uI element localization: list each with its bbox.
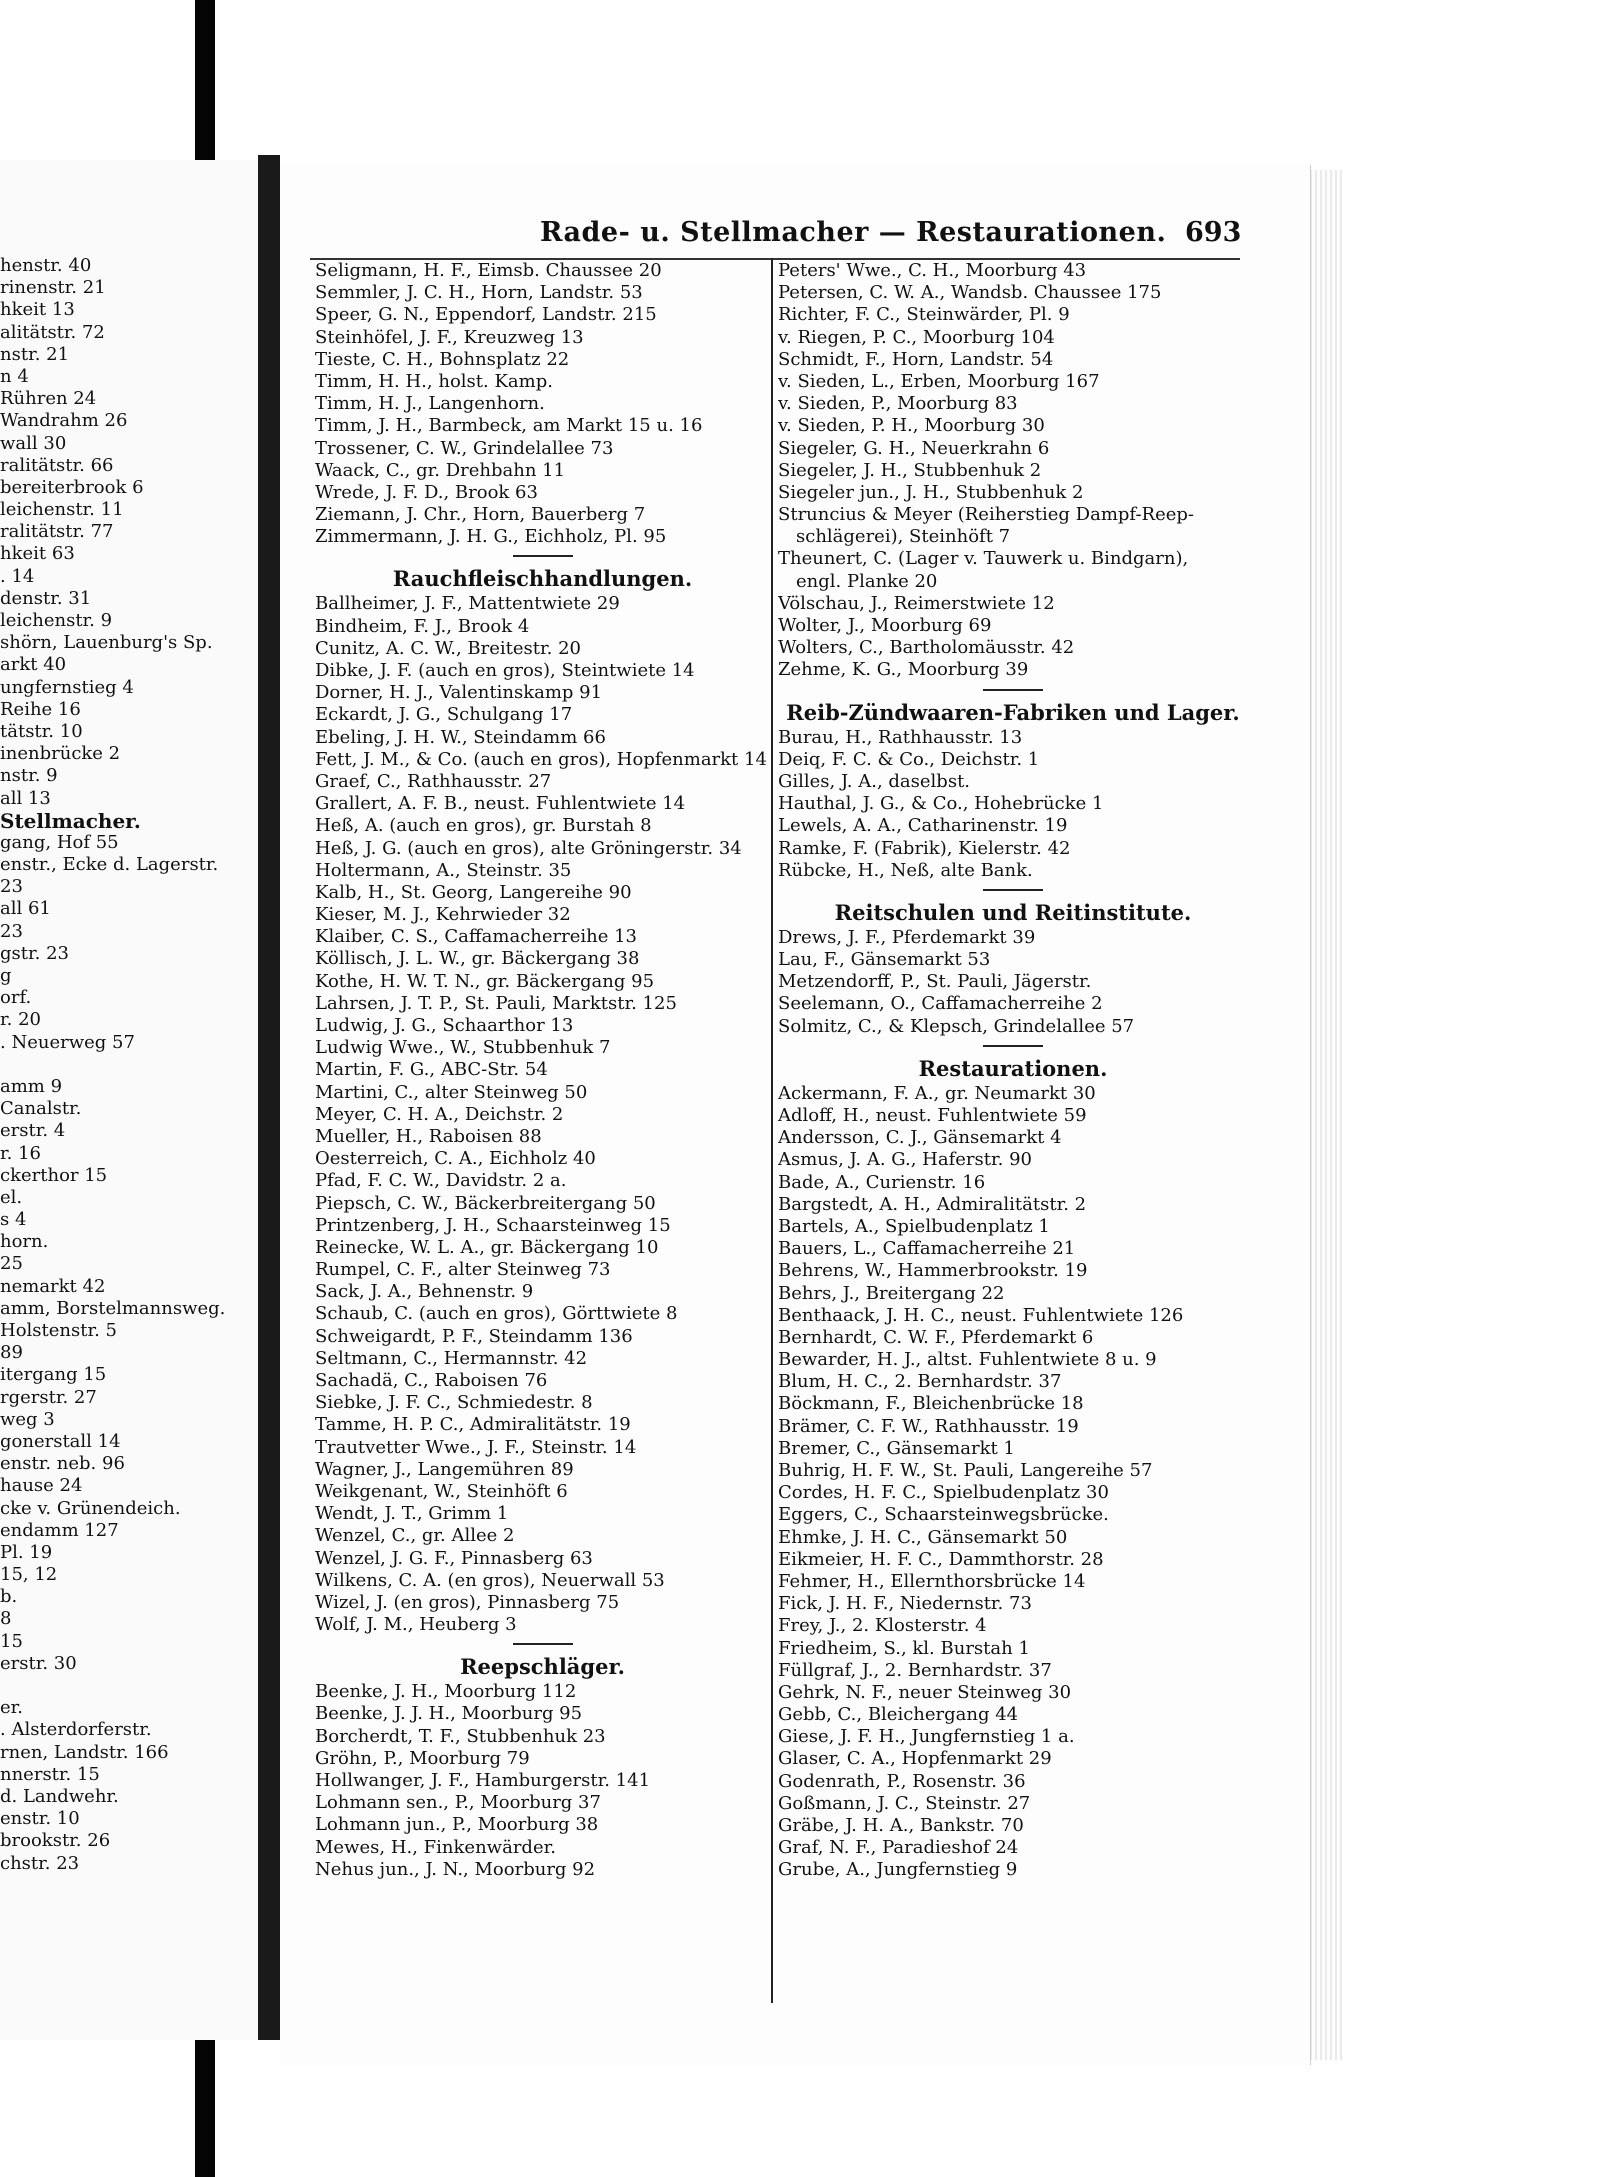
section-heading-reibzuendwaaren: Reib-Zündwaaren-Fabriken und Lager. [786, 699, 1240, 725]
directory-entry: Theunert, C. (Lager v. Tauwerk u. Bindgarn), [778, 548, 1189, 570]
directory-entry: Martini, C., alter Steinweg 50 [315, 1081, 588, 1103]
directory-entry: Graf, N. F., Paradieshof 24 [778, 1837, 1019, 1859]
directory-entry: Ramke, F. (Fabrik), Kielerstr. 42 [778, 837, 1071, 859]
left-page-line: hause 24 [0, 1475, 83, 1497]
directory-entry: Eggers, C., Schaarsteinwegsbrücke. [778, 1504, 1109, 1526]
directory-entry: Dibke, J. F. (auch en gros), Steintwiete 14 [315, 660, 695, 681]
directory-entry: Füllgraf, J., 2. Bernhardstr. 37 [778, 1659, 1052, 1681]
left-page-line [0, 1675, 250, 1697]
directory-entry: Fehmer, H., Ellernthorsbrücke 14 [778, 1570, 1086, 1592]
section-separator [513, 555, 573, 557]
left-page-line: 89 [0, 1342, 23, 1364]
directory-entry: Borcherdt, T. F., Stubbenhuk 23 [315, 1725, 606, 1747]
left-page-line: itergang 15 [0, 1364, 107, 1386]
directory-entry: Hauthal, J. G., & Co., Hohebrücke 1 [778, 793, 1104, 815]
entries-rade-stellmacher [315, 260, 770, 548]
directory-entry: Solmitz, C., & Klepsch, Grindelallee 57 [778, 1015, 1135, 1037]
section-heading-reitschulen: Reitschulen und Reitinstitute. [834, 899, 1192, 925]
directory-entry: Kieser, M. J., Kehrwieder 32 [315, 904, 571, 926]
left-page-line: amm 9 [0, 1075, 63, 1097]
running-head: Rade- u. Stellmacher — Restaurationen. [540, 217, 1167, 248]
entries-reepschlaeger-left [315, 1681, 770, 1881]
directory-entry: Seelemann, O., Caffamacherreihe 2 [778, 993, 1103, 1015]
left-page-line: Canalstr. [0, 1098, 82, 1120]
directory-entry: Lewels, A. A., Catharinenstr. 19 [778, 815, 1068, 837]
left-page-line: denstr. 31 [0, 587, 92, 609]
directory-entry: Friedheim, S., kl. Burstah 1 [778, 1637, 1030, 1659]
left-page-line: enstr. 10 [0, 1808, 80, 1830]
directory-entry: Behrens, W., Hammerbrookstr. 19 [778, 1260, 1088, 1282]
directory-entry: Bauers, L., Caffamacherreihe 21 [778, 1238, 1076, 1260]
left-page-line: gang, Hof 55 [0, 831, 119, 853]
left-page-line: 23 [0, 876, 23, 898]
left-page-line: 8 [0, 1608, 12, 1630]
directory-entry: Behrs, J., Breitergang 22 [778, 1282, 1005, 1304]
directory-entry: Dorner, H. J., Valentinskamp 91 [315, 682, 603, 704]
directory-entry: Frey, J., 2. Klosterstr. 4 [778, 1615, 987, 1637]
left-page-line: 23 [0, 920, 23, 942]
left-page-line: . Alsterdorferstr. [0, 1719, 152, 1741]
left-page-line: ungfernstieg 4 [0, 676, 134, 698]
left-page-line: gstr. 23 [0, 942, 69, 964]
left-page-line: n 4 [0, 365, 29, 387]
left-page-line: 25 [0, 1253, 23, 1275]
directory-entry: Blum, H. C., 2. Bernhardstr. 37 [778, 1371, 1062, 1393]
directory-entry: Bremer, C., Gänsemarkt 1 [778, 1437, 1015, 1459]
directory-entry: schlägerei), Steinhöft 7 [796, 526, 1011, 548]
directory-entry: Trossener, C. W., Grindelallee 73 [315, 437, 614, 459]
section-separator [513, 1643, 573, 1645]
directory-entry: Wilkens, C. A. (en gros), Neuerwall 53 [315, 1569, 665, 1591]
directory-entry: Lohmann jun., P., Moorburg 38 [315, 1814, 599, 1836]
directory-entry: Semmler, J. C. H., Horn, Landstr. 53 [315, 282, 643, 304]
directory-entry: Wolter, J., Moorburg 69 [778, 615, 992, 636]
directory-entry: Seltmann, C., Hermannstr. 42 [315, 1347, 588, 1369]
left-page-line: nstr. 21 [0, 343, 70, 365]
directory-entry: Adloff, H., neust. Fuhlentwiete 59 [778, 1105, 1087, 1126]
left-page-line: Stellmacher. [0, 809, 141, 832]
section-heading-reepschlaeger: Reepschläger. [460, 1654, 625, 1680]
directory-entry: Siegeler jun., J. H., Stubbenhuk 2 [778, 481, 1084, 503]
entries-reepschlaeger-right [778, 260, 1248, 682]
directory-entry: Burau, H., Rathhausstr. 13 [778, 726, 1023, 748]
directory-entry: Godenrath, P., Rosenstr. 36 [778, 1770, 1026, 1792]
directory-entry: Steinhöfel, J. F., Kreuzweg 13 [315, 326, 584, 348]
directory-entry: Tamme, H. P. C., Admiralitätstr. 19 [315, 1414, 631, 1436]
directory-entry: Wenzel, J. G. F., Pinnasberg 63 [315, 1547, 593, 1569]
directory-entry: Timm, J. H., Barmbeck, am Markt 15 u. 16 [315, 415, 703, 437]
directory-entry: v. Sieden, P., Moorburg 83 [778, 393, 1018, 415]
directory-entry: Reinecke, W. L. A., gr. Bäckergang 10 [315, 1236, 659, 1258]
left-page-line: all 13 [0, 787, 51, 809]
left-page-line: horn. [0, 1231, 49, 1253]
left-page-fragment [0, 160, 262, 2040]
directory-entry: Lahrsen, J. T. P., St. Pauli, Marktstr. 125 [315, 992, 677, 1014]
directory-entry: Klaiber, C. S., Caffamacherreihe 13 [315, 926, 638, 948]
directory-entry: Struncius & Meyer (Reiherstieg Dampf-Reep- [778, 504, 1194, 526]
directory-entry: Heß, A. (auch en gros), gr. Burstah 8 [315, 815, 652, 837]
directory-entry: Rübcke, H., Neß, alte Bank. [778, 859, 1033, 881]
left-page-line: bereiterbrook 6 [0, 476, 144, 498]
entries-reitschulen [778, 927, 1248, 1038]
directory-entry: Kalb, H., St. Georg, Langereihe 90 [315, 881, 632, 903]
directory-entry: Gehrk, N. F., neuer Steinweg 30 [778, 1681, 1072, 1703]
directory-entry: Ballheimer, J. F., Mattentwiete 29 [315, 593, 620, 615]
directory-entry: Martin, F. G., ABC-Str. 54 [315, 1059, 548, 1081]
directory-entry: Timm, H. J., Langenhorn. [315, 393, 545, 415]
left-page-line: 15, 12 [0, 1564, 58, 1586]
left-page-line: alitätstr. 72 [0, 321, 105, 343]
left-page-line: erstr. 30 [0, 1652, 77, 1674]
left-page-line: g [0, 965, 12, 986]
left-page-line: arkt 40 [0, 654, 67, 676]
directory-entry: Zehme, K. G., Moorburg 39 [778, 659, 1029, 681]
directory-entry: Mueller, H., Raboisen 88 [315, 1125, 542, 1147]
directory-entry: Bewarder, H. J., altst. Fuhlentwiete 8 u. 9 [778, 1349, 1157, 1371]
left-page-line: Pl. 19 [0, 1541, 53, 1563]
directory-entry: Graef, C., Rathhausstr. 27 [315, 770, 552, 792]
left-page-line: henstr. 40 [0, 255, 92, 276]
directory-entry: Printzenberg, J. H., Schaarsteinweg 15 [315, 1214, 671, 1236]
left-page-line: b. [0, 1586, 18, 1608]
left-page-line: chstr. 23 [0, 1852, 80, 1874]
left-page-line: er. [0, 1697, 24, 1719]
directory-entry: Weikgenant, W., Steinhöft 6 [315, 1480, 568, 1502]
left-page-line: ckerthor 15 [0, 1164, 108, 1186]
left-page-line: wall 30 [0, 432, 67, 454]
directory-entry: Eckardt, J. G., Schulgang 17 [315, 704, 573, 726]
directory-entry: Waack, C., gr. Drehbahn 11 [315, 459, 566, 481]
directory-entry: Cunitz, A. C. W., Breitestr. 20 [315, 637, 581, 659]
directory-page [280, 165, 1311, 2065]
left-page-line: hkeit 13 [0, 299, 75, 321]
directory-entry: Bade, A., Curienstr. 16 [778, 1171, 986, 1193]
directory-entry: Timm, H. H., holst. Kamp. [315, 370, 553, 392]
directory-entry: Speer, G. N., Eppendorf, Landstr. 215 [315, 304, 657, 326]
directory-entry: Fick, J. H. F., Niedernstr. 73 [778, 1593, 1032, 1615]
directory-entry: Richter, F. C., Steinwärder, Pl. 9 [778, 304, 1070, 326]
directory-entry: Nehus jun., J. N., Moorburg 92 [315, 1858, 596, 1880]
column-rule [771, 258, 773, 2003]
directory-entry: Zimmermann, J. H. G., Eichholz, Pl. 95 [315, 526, 667, 548]
directory-entry: Sack, J. A., Behnenstr. 9 [315, 1281, 534, 1303]
directory-entry: Fett, J. M., & Co. (auch en gros), Hopfenmarkt 14 [315, 748, 767, 770]
left-page-line: nemarkt 42 [0, 1275, 106, 1297]
directory-entry: Peters' Wwe., C. H., Moorburg 43 [778, 260, 1087, 281]
directory-entry: Andersson, C. J., Gänsemarkt 4 [778, 1127, 1062, 1149]
directory-entry: Gebb, C., Bleichergang 44 [778, 1704, 1019, 1726]
directory-entry: Grallert, A. F. B., neust. Fuhlentwiete 14 [315, 793, 686, 815]
directory-entry: v. Riegen, P. C., Moorburg 104 [778, 326, 1055, 348]
directory-entry: Schmidt, F., Horn, Landstr. 54 [778, 348, 1054, 370]
directory-entry: Beenke, J. J. H., Moorburg 95 [315, 1703, 583, 1725]
directory-entry: Goßmann, J. C., Steinstr. 27 [778, 1792, 1031, 1814]
directory-entry: Beenke, J. H., Moorburg 112 [315, 1681, 577, 1703]
directory-entry: Wendt, J. T., Grimm 1 [315, 1503, 509, 1525]
directory-entry: Gräbe, J. H. A., Bankstr. 70 [778, 1815, 1024, 1836]
directory-entry: Wenzel, C., gr. Allee 2 [315, 1525, 515, 1547]
directory-entry: Ebeling, J. H. W., Steindamm 66 [315, 726, 606, 748]
directory-entry: Piepsch, C. W., Bäckerbreitergang 50 [315, 1192, 656, 1214]
directory-entry: Gilles, J. A., daselbst. [778, 770, 971, 792]
left-page-line: erstr. 4 [0, 1120, 66, 1142]
left-page-line: brookstr. 26 [0, 1830, 111, 1852]
directory-entry: v. Sieden, P. H., Moorburg 30 [778, 415, 1045, 437]
directory-entry: Oesterreich, C. A., Eichholz 40 [315, 1148, 596, 1170]
directory-entry: Eikmeier, H. F. C., Dammthorstr. 28 [778, 1548, 1104, 1570]
entries-rauchfleisch [315, 593, 770, 1636]
entries-reibzuendwaaren [778, 727, 1248, 882]
left-page-line: . 14 [0, 565, 35, 587]
left-page-line: Holstenstr. 5 [0, 1320, 117, 1341]
left-page-line: r. 20 [0, 1009, 41, 1031]
directory-entry: engl. Planke 20 [796, 570, 938, 592]
left-page-line: weg 3 [0, 1408, 55, 1430]
directory-entry: Glaser, C. A., Hopfenmarkt 29 [778, 1748, 1052, 1770]
directory-entry: Siebke, J. F. C., Schmiedestr. 8 [315, 1392, 593, 1414]
left-page-line: nstr. 9 [0, 765, 58, 787]
directory-entry: Giese, J. F. H., Jungfernstieg 1 a. [778, 1726, 1075, 1748]
directory-entry: Mewes, H., Finkenwärder. [315, 1836, 556, 1858]
left-page-line: ralitätstr. 77 [0, 521, 114, 543]
directory-entry: Ziemann, J. Chr., Horn, Bauerberg 7 [315, 504, 646, 526]
left-page-line: orf. [0, 987, 32, 1009]
right-column [778, 260, 1248, 1882]
section-heading-restaurationen: Restaurationen. [918, 1055, 1108, 1081]
left-page-line: rinenstr. 21 [0, 277, 106, 299]
section-separator [983, 1045, 1043, 1047]
directory-entry: v. Sieden, L., Erben, Moorburg 167 [778, 370, 1100, 392]
left-page-line: . Neuerweg 57 [0, 1031, 135, 1053]
directory-entry: Pfad, F. C. W., Davidstr. 2 a. [315, 1170, 567, 1192]
left-page-line: s 4 [0, 1209, 27, 1231]
left-page-line: d. Landwehr. [0, 1785, 119, 1807]
directory-entry: Völschau, J., Reimerstwiete 12 [778, 592, 1055, 614]
directory-entry: Kothe, H. W. T. N., gr. Bäckergang 95 [315, 970, 655, 992]
directory-entry: Lau, F., Gänsemarkt 53 [778, 949, 991, 971]
left-page-line: cke v. Grünendeich. [0, 1497, 181, 1519]
left-page-line: inenbrücke 2 [0, 743, 121, 765]
directory-entry: Asmus, J. A. G., Haferstr. 90 [778, 1149, 1032, 1171]
left-page-line: rgerstr. 27 [0, 1386, 97, 1408]
left-page-line: leichenstr. 9 [0, 610, 113, 631]
directory-entry: Holtermann, A., Steinstr. 35 [315, 859, 572, 881]
left-page-line: 15 [0, 1630, 23, 1652]
directory-entry: Heß, J. G. (auch en gros), alte Gröningerstr. 34 [315, 837, 742, 859]
directory-entry: Wizel, J. (en gros), Pinnasberg 75 [315, 1591, 620, 1613]
book-gutter [258, 155, 280, 2040]
left-page-line: rnen, Landstr. 166 [0, 1741, 169, 1763]
left-page-line: Reihe 16 [0, 698, 81, 720]
directory-entry: Siegeler, G. H., Neuerkrahn 6 [778, 437, 1050, 459]
left-page-line: nnerstr. 15 [0, 1763, 100, 1785]
directory-entry: Wolters, C., Bartholomäusstr. 42 [778, 637, 1075, 659]
directory-entry: Bartels, A., Spielbudenplatz 1 [778, 1215, 1050, 1237]
directory-entry: Köllisch, J. L. W., gr. Bäckergang 38 [315, 948, 640, 970]
left-page-line: leichenstr. 11 [0, 499, 124, 521]
directory-entry: Schaub, C. (auch en gros), Görttwiete 8 [315, 1303, 678, 1325]
directory-entry: Wagner, J., Langemühren 89 [315, 1458, 574, 1480]
directory-entry: Cordes, H. F. C., Spielbudenplatz 30 [778, 1482, 1109, 1504]
directory-entry: Wolf, J. M., Heuberg 3 [315, 1614, 517, 1636]
directory-entry: Ackermann, F. A., gr. Neumarkt 30 [778, 1082, 1096, 1104]
section-separator [983, 689, 1043, 691]
directory-entry: Buhrig, H. F. W., St. Pauli, Langereihe 57 [778, 1460, 1153, 1481]
directory-entry: Tieste, C. H., Bohnsplatz 22 [315, 348, 570, 370]
left-page-line: Rühren 24 [0, 388, 97, 410]
directory-entry: Petersen, C. W. A., Wandsb. Chaussee 175 [778, 282, 1162, 304]
directory-entry: Wrede, J. F. D., Brook 63 [315, 481, 538, 503]
left-page-line: hkeit 63 [0, 543, 75, 565]
directory-entry: Brämer, C. F. W., Rathhausstr. 19 [778, 1415, 1079, 1437]
left-page-column [0, 255, 250, 1875]
directory-entry: Trautvetter Wwe., J. F., Steinstr. 14 [315, 1436, 637, 1458]
directory-entry: Gröhn, P., Moorburg 79 [315, 1747, 530, 1769]
directory-entry: Sachadä, C., Raboisen 76 [315, 1370, 548, 1391]
left-page-line: endamm 127 [0, 1519, 119, 1541]
left-page-line: shörn, Lauenburg's Sp. [0, 632, 213, 654]
page-number: 693 [1185, 217, 1242, 248]
directory-entry: Bargstedt, A. H., Admiralitätstr. 2 [778, 1193, 1087, 1215]
directory-entry: Ludwig Wwe., W., Stubbenhuk 7 [315, 1037, 611, 1059]
directory-entry: Metzendorff, P., St. Pauli, Jägerstr. [778, 971, 1092, 993]
left-page-line: gonerstall 14 [0, 1430, 121, 1452]
directory-entry: Hollwanger, J. F., Hamburgerstr. 141 [315, 1770, 651, 1791]
top-margin [0, 0, 1600, 150]
directory-entry: Böckmann, F., Bleichenbrücke 18 [778, 1393, 1084, 1415]
left-page-line: amm, Borstelmannsweg. [0, 1297, 226, 1319]
left-page-line: el. [0, 1186, 23, 1208]
left-page-line: all 61 [0, 898, 51, 920]
directory-entry: Deiq, F. C. & Co., Deichstr. 1 [778, 748, 1040, 770]
section-heading-rauchfleisch: Rauchfleischhandlungen. [392, 566, 693, 592]
left-page-line: enstr., Ecke d. Lagerstr. [0, 854, 219, 876]
left-page-line: tätstr. 10 [0, 720, 83, 742]
left-page-line [0, 1054, 250, 1076]
directory-entry: Lohmann sen., P., Moorburg 37 [315, 1792, 601, 1814]
directory-entry: Ehmke, J. H. C., Gänsemarkt 50 [778, 1526, 1068, 1548]
directory-entry: Seligmann, H. F., Eimsb. Chaussee 20 [315, 260, 662, 281]
directory-entry: Ludwig, J. G., Schaarthor 13 [315, 1015, 574, 1036]
left-page-line: Wandrahm 26 [0, 410, 128, 432]
directory-entry: Drews, J. F., Pferdemarkt 39 [778, 926, 1036, 948]
left-page-line: r. 16 [0, 1142, 41, 1164]
directory-entry: Siegeler, J. H., Stubbenhuk 2 [778, 459, 1042, 481]
directory-entry: Schweigardt, P. F., Steindamm 136 [315, 1325, 633, 1347]
directory-entry: Benthaack, J. H. C., neust. Fuhlentwiete 126 [778, 1304, 1184, 1326]
directory-entry: Meyer, C. H. A., Deichstr. 2 [315, 1103, 564, 1125]
directory-entry: Rumpel, C. F., alter Steinweg 73 [315, 1259, 611, 1281]
directory-entry: Bindheim, F. J., Brook 4 [315, 615, 530, 637]
directory-entry: Grube, A., Jungfernstieg 9 [778, 1859, 1018, 1881]
directory-entry: Bernhardt, C. W. F., Pferdemarkt 6 [778, 1326, 1094, 1348]
section-separator [983, 889, 1043, 891]
left-page-line: enstr. neb. 96 [0, 1453, 125, 1475]
left-page-line: ralitätstr. 66 [0, 454, 114, 476]
left-column [315, 260, 770, 1881]
entries-restaurationen [778, 1083, 1248, 1882]
